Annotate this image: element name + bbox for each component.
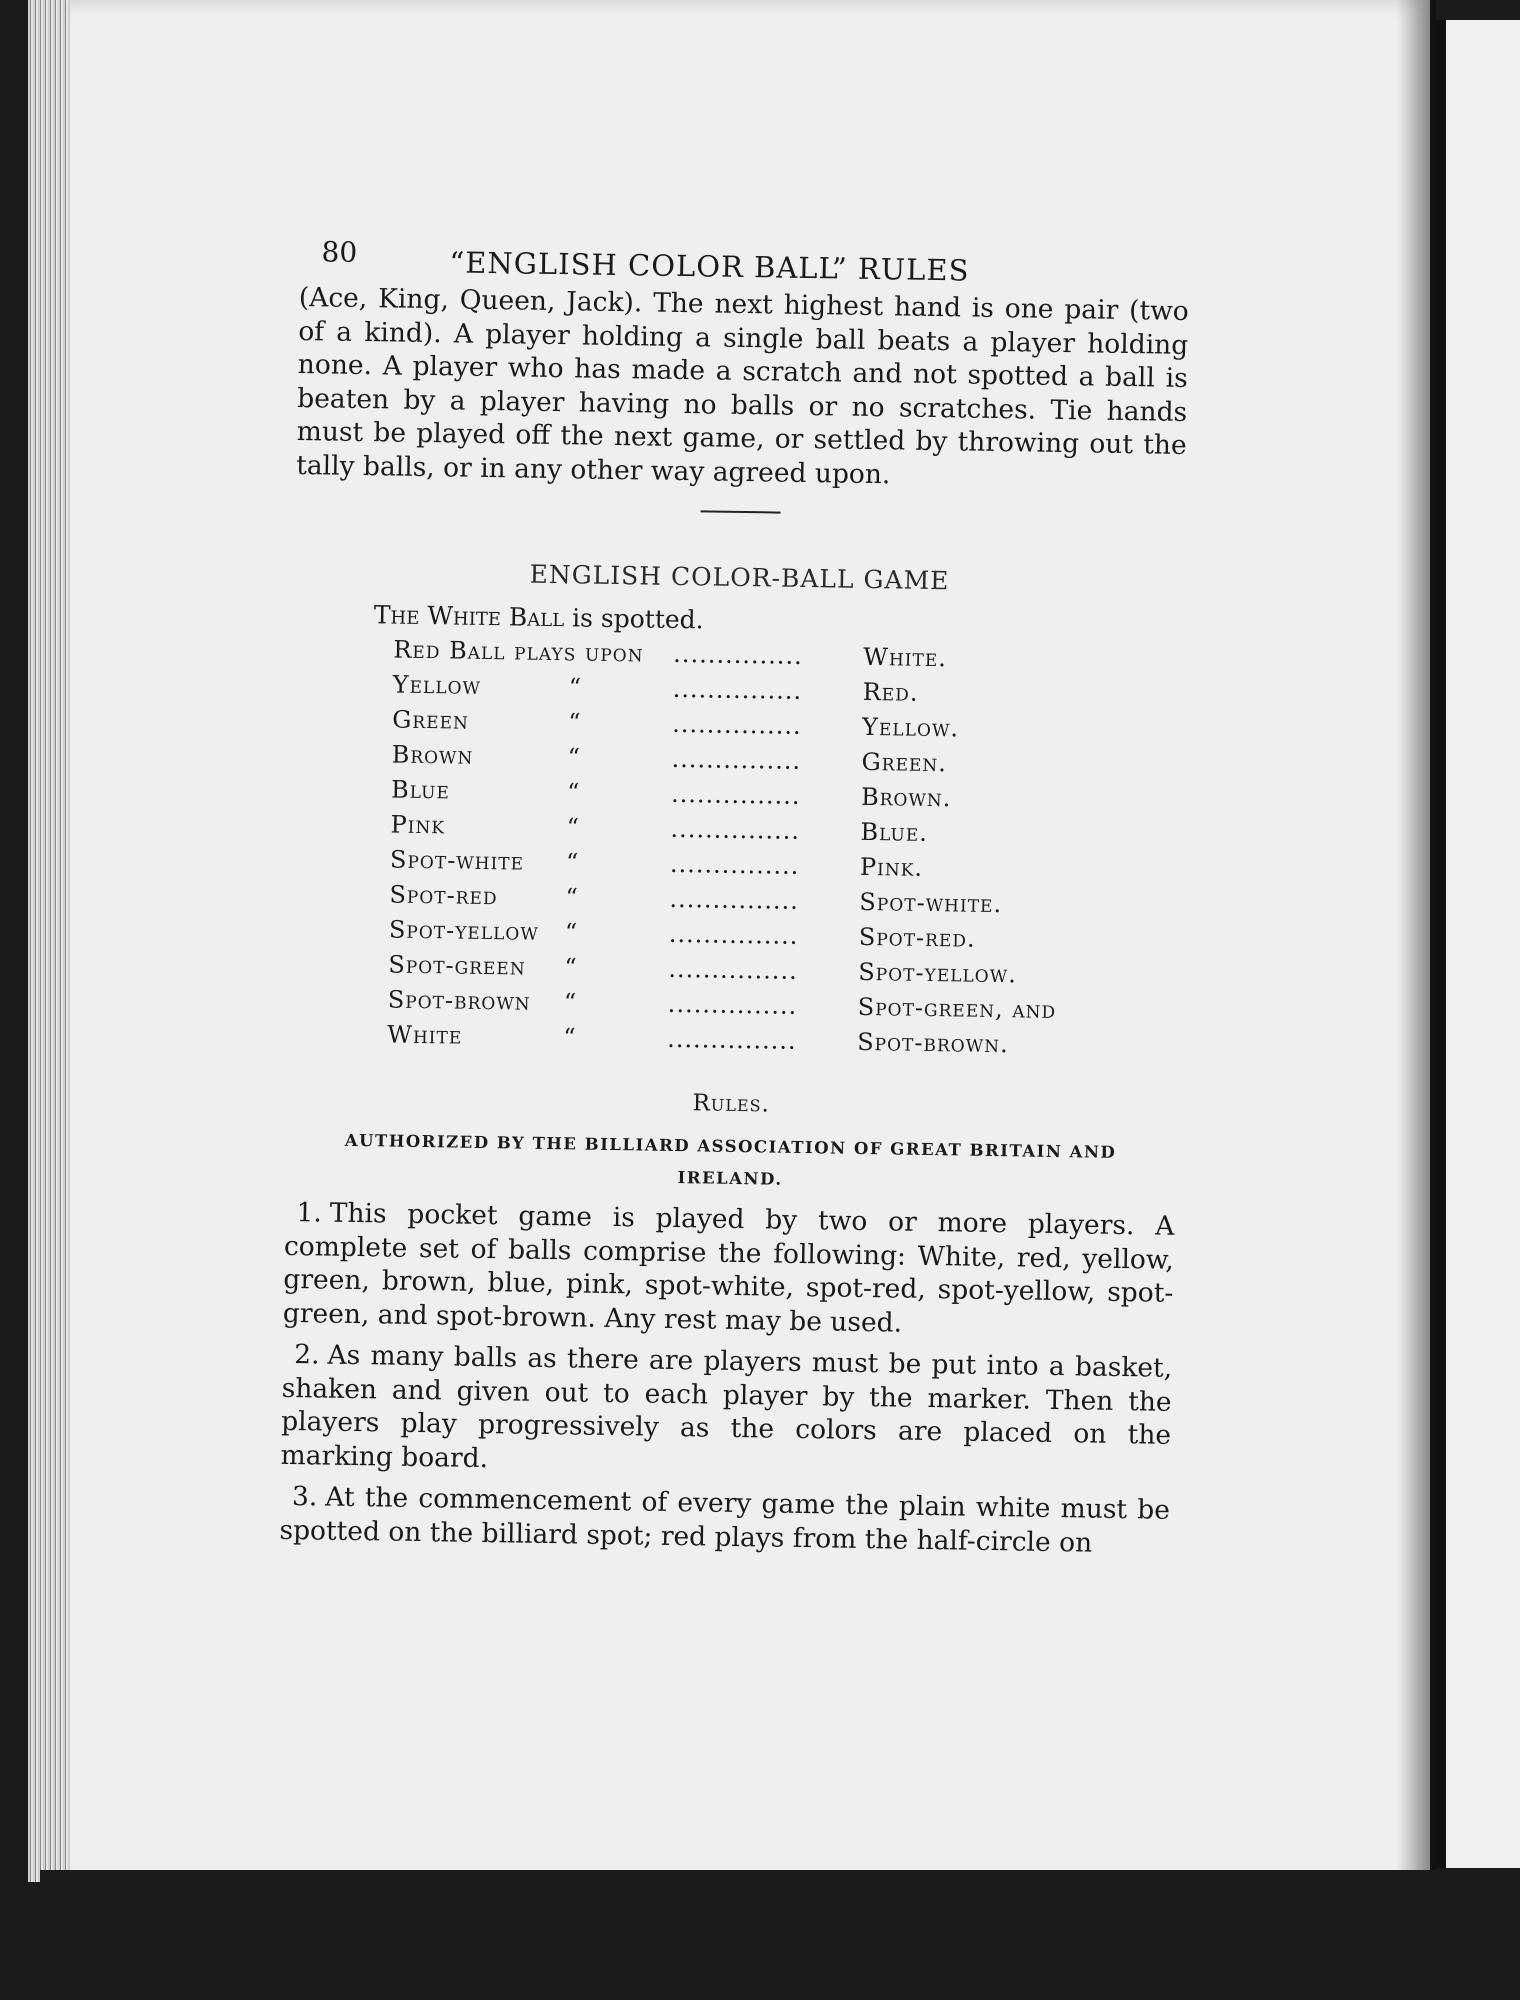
target-ball: Yellow. [861,712,960,742]
leader-dots: ............... [669,849,800,880]
ditto-mark: “ [565,882,578,911]
leader-dots: ............... [668,954,799,985]
rule-text: As many balls as there are players must be put into a basket, shaken and given out to each player by the marker. Then the players play progressively as the colors are placed on the marking board. [280,1339,1173,1474]
ditto-mark: “ [565,847,579,876]
ball-name: Blue [390,775,451,804]
rule-item [280,1338,1172,1486]
rule-item [283,1196,1175,1344]
target-ball: Brown. [860,782,952,812]
leader-dots: ............... [667,1024,797,1055]
target-ball: White. [863,642,948,672]
section-divider [701,510,781,513]
rules-list [279,1196,1174,1561]
ditto-mark: “ [564,952,577,981]
rules-title: Rules. [692,1090,771,1118]
rule-number: 3. [291,1481,318,1513]
leader-dots: ............... [668,919,799,950]
target-ball: Spot-red. [858,922,976,953]
ditto-mark: “ [563,987,577,1016]
rule-text: This pocket game is played by two or more players. A complete set of balls comprise the following: White, red, yellow, green, brown, blue, pink, spot-white, spot-red, spot-yellow, spot-green, and spot-brown. Any rest may be used. [282,1197,1175,1339]
right-page-sliver [1436,20,1520,1868]
ditto-mark: “ [568,672,582,701]
intro-paragraph: (Ace, King, Queen, Jack). The next highest hand is one pair (two of a kind). A player holding a single ball beats a player holding none. A player who has made a scratch and not spotted a ball is beaten by a player having no balls or no scratches. Tie hands must be played off the next game, or settled by throwing out the tally balls, or in any other way agreed upon. [295,281,1189,490]
ditto-mark: “ [563,1022,576,1051]
rules-authority: AUTHORIZED BY THE BILLIARD ASSOCIATION OF GREAT BRITAIN AND IRELAND. [344,1130,1117,1189]
ditto-mark: “ [566,777,580,806]
leader-dots: ............... [671,709,802,740]
leader-dots: ............... [670,814,801,845]
ditto-mark: “ [567,742,581,771]
ball-name: Spot-brown [387,984,531,1016]
running-head: “ENGLISH COLOR BALL” RULES [449,245,970,288]
target-ball: Spot-yellow. [858,957,1018,988]
rule-number: 2. [294,1339,320,1371]
ball-name: Green [392,705,470,735]
game-title: ENGLISH COLOR-BALL GAME [529,559,950,596]
ball-name: Brown [391,740,474,770]
ball-name: Spot-red [389,879,498,910]
leader-dots: ............... [672,674,803,705]
leader-dots: ............... [669,884,800,915]
target-ball: Blue. [860,817,929,847]
ditto-mark: “ [564,917,578,946]
ball-name: Yellow [392,670,482,700]
target-ball: Spot-white. [859,887,1003,918]
rule-text: At the commencement of every game the plain white must be spotted on the billiard spot; red plays from the half-circle on [279,1481,1171,1559]
ditto-mark: “ [568,707,581,736]
ball-name: Spot-yellow [388,914,540,946]
gutter-shadow [1396,0,1436,1900]
plays-upon-table [387,632,1062,1062]
spotted-ball-text: is spotted. [571,603,704,635]
leader-dots: ............... [673,639,803,670]
spotted-ball-name: The White Ball [373,600,565,633]
page-number: 80 [321,235,358,269]
ball-name: Pink [390,809,446,839]
rule-item [279,1480,1170,1561]
leader-dots: ............... [670,779,801,810]
leader-dots: ............... [671,744,802,775]
rule-number: 1. [296,1197,323,1229]
ball-name: White [387,1019,463,1050]
target-ball: Red. [862,677,919,707]
target-ball: Spot-green, and [857,992,1057,1024]
target-ball: Spot-brown. [857,1027,1009,1058]
book-bottom-edge [40,1870,1520,2000]
target-ball: Pink. [859,852,924,882]
ball-name: Spot-white [389,844,525,876]
ball-name: Spot-green [388,949,526,981]
leader-dots: ............... [667,989,798,1020]
first-ball-phrase: Red Ball plays upon [393,635,644,667]
target-ball: Green. [861,747,948,777]
page-content [279,225,1190,1561]
ditto-mark: “ [566,812,580,841]
